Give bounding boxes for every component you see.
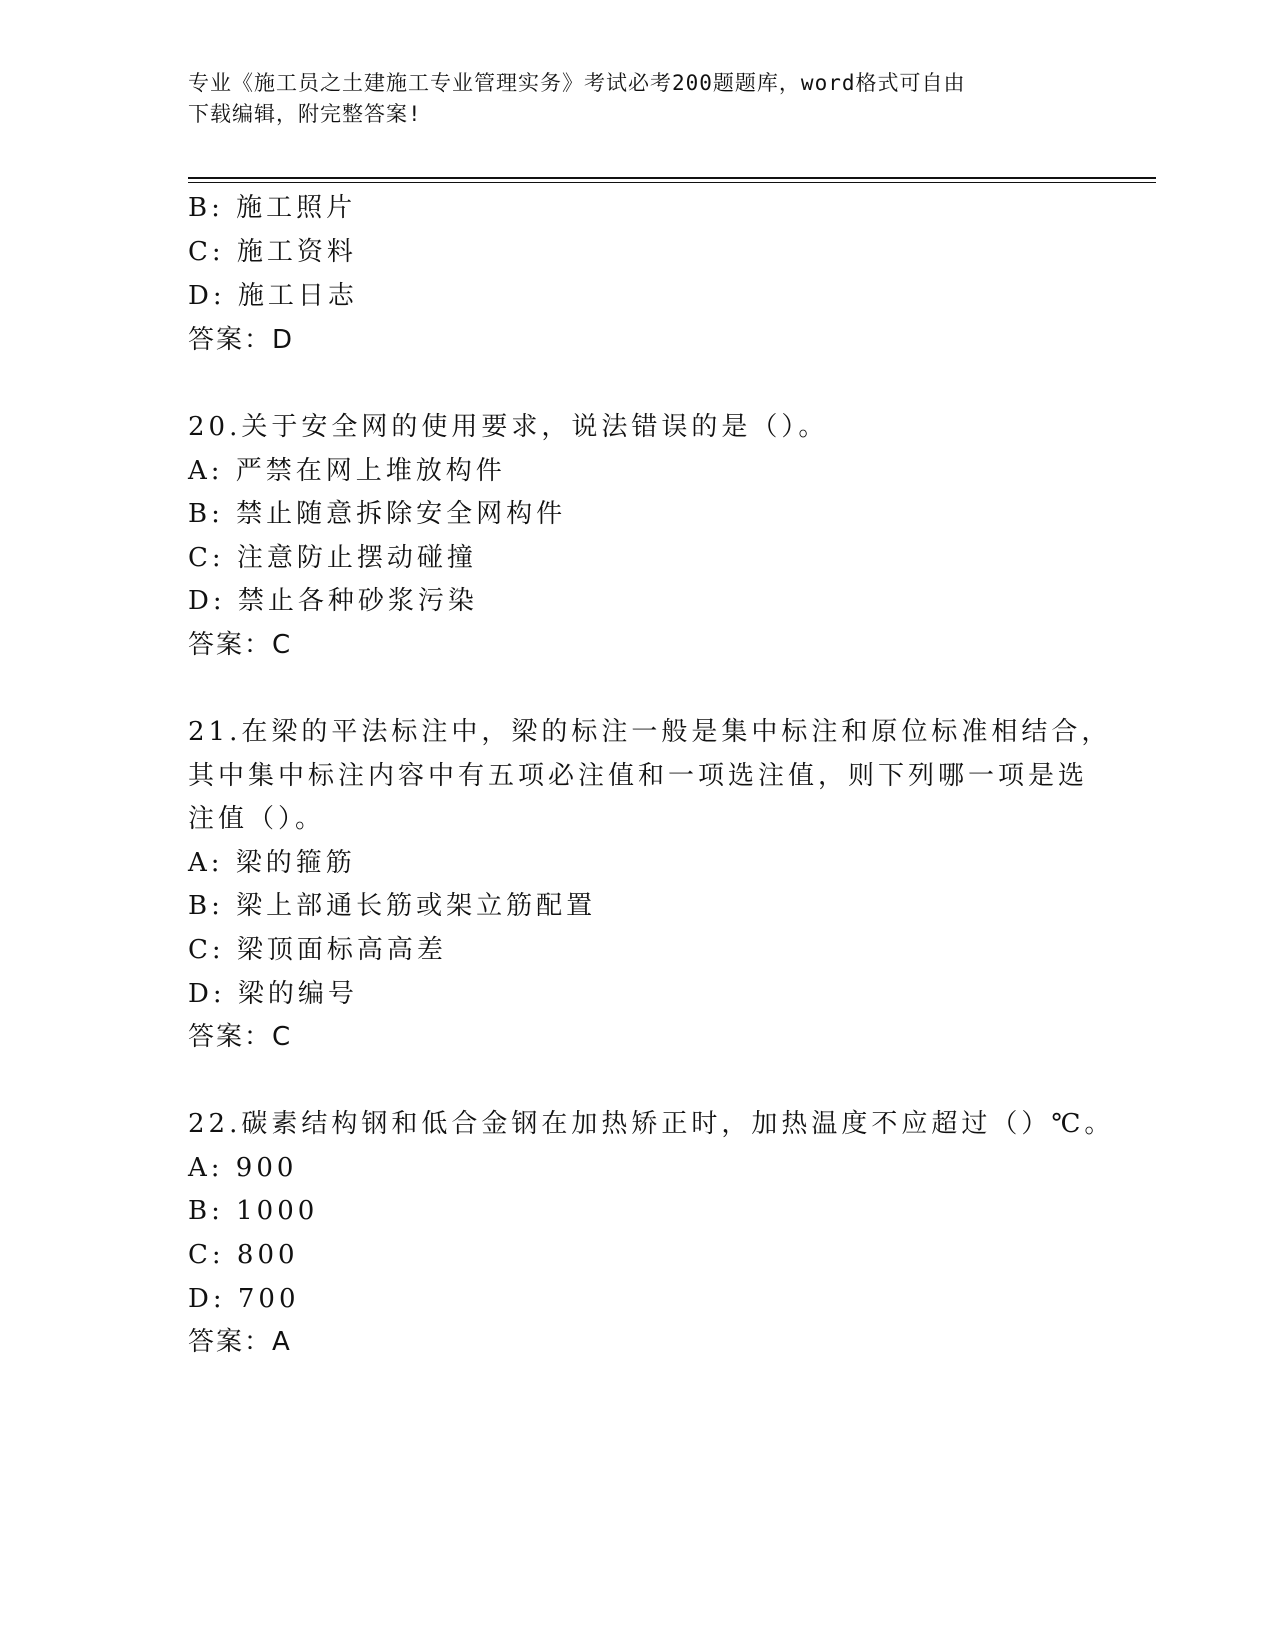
header-rule-thin bbox=[188, 182, 1156, 183]
q20-option-a: A: 严禁在网上堆放构件 bbox=[188, 456, 506, 486]
q19-option-d: D: 施工日志 bbox=[188, 281, 358, 311]
header-line-1: 专业《施工员之土建施工专业管理实务》考试必考200题题库，word格式可自由 bbox=[188, 71, 966, 95]
document-header bbox=[188, 68, 1088, 130]
q21-option-c: C: 梁顶面标高高差 bbox=[188, 935, 447, 965]
q21-option-d: D: 梁的编号 bbox=[188, 979, 358, 1009]
q19-option-b: B: 施工照片 bbox=[188, 193, 357, 223]
q20-question: 20.关于安全网的使用要求，说法错误的是（）。 bbox=[188, 412, 829, 442]
header-rule-thick bbox=[188, 177, 1156, 179]
q21-option-a: A: 梁的箍筋 bbox=[188, 848, 356, 878]
q20-answer: 答案：C bbox=[188, 630, 293, 660]
q19-answer: 答案：D bbox=[188, 325, 295, 355]
q21-question-line-3: 注值（）。 bbox=[188, 804, 326, 834]
q22-option-d: D: 700 bbox=[188, 1284, 300, 1314]
header-line-2: 下载编辑，附完整答案! bbox=[188, 102, 422, 126]
q20-option-d: D: 禁止各种砂浆污染 bbox=[188, 586, 478, 616]
q22-option-c: C: 800 bbox=[188, 1240, 299, 1270]
q21-question-line-2: 其中集中标注内容中有五项必注值和一项选注值，则下列哪一项是选 bbox=[188, 761, 1089, 791]
q20-option-c: C: 注意防止摆动碰撞 bbox=[188, 543, 477, 573]
q21-option-b: B: 梁上部通长筋或架立筋配置 bbox=[188, 891, 597, 921]
q21-answer: 答案：C bbox=[188, 1022, 293, 1052]
q20-option-b: B: 禁止随意拆除安全网构件 bbox=[188, 499, 567, 529]
q22-question: 22.碳素结构钢和低合金钢在加热矫正时，加热温度不应超过（）℃。 bbox=[188, 1109, 1115, 1139]
q21-question-line-1: 21.在梁的平法标注中，梁的标注一般是集中标注和原位标准相结合， bbox=[188, 717, 1112, 747]
q22-option-b: B: 1000 bbox=[188, 1196, 319, 1226]
q22-option-a: A: 900 bbox=[188, 1153, 298, 1183]
q19-option-c: C: 施工资料 bbox=[188, 237, 357, 267]
q22-answer: 答案：A bbox=[188, 1327, 292, 1357]
